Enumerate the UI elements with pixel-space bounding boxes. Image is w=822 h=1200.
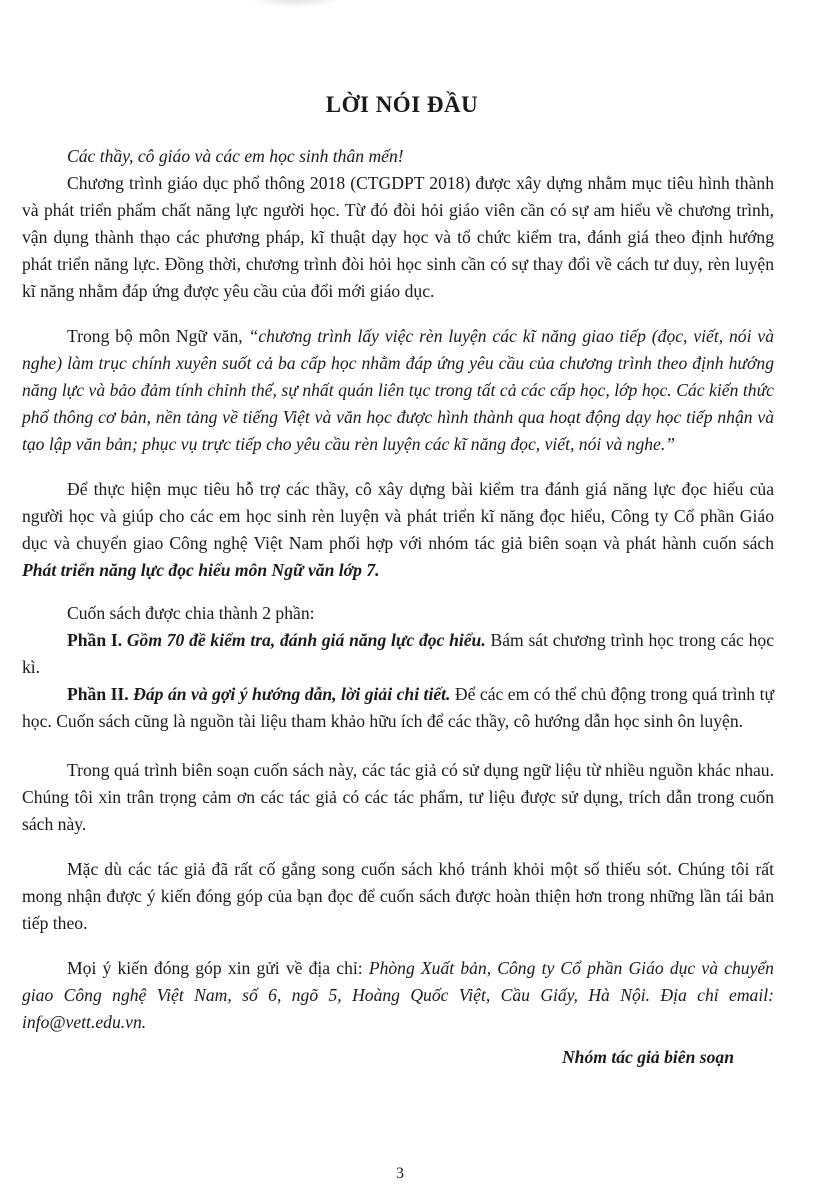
book-title: Phát triển năng lực đọc hiểu môn Ngữ văn lớp 7. [22,560,380,580]
part-2 [22,681,774,735]
scan-shadow [250,0,340,8]
paragraph-6: Mặc dù các tác giả đã rất cố gắng song cuốn sách khó tránh khỏi một số thiếu sót. Chúng tôi rất mong nhận được ý kiến đóng góp của bạn đọc để cuốn sách được hoàn thiện hơn trong những lần tái bản tiếp theo. [22,859,774,933]
part-1-label: Phần I. [67,630,127,650]
part-1-text: Bám sát chương trình học trong các học kì. [22,630,774,677]
paragraph-2 [22,323,774,458]
part-2-text: Để các em có thể chủ động trong quá trình tự học. Cuốn sách cũng là nguồn tài liệu tham khảo hữu ích để các thầy, cô hướng dẫn học sinh ôn luyện. [22,684,774,731]
paragraph-7-lead: Mọi ý kiến đóng góp xin gửi về địa chỉ: [67,958,369,978]
paragraph-1: Chương trình giáo dục phổ thông 2018 (CTGDPT 2018) được xây dựng nhằm mục tiêu hình thành và phát triển phẩm chất năng lực người học. Từ đó đòi hỏi giáo viên cần có sự am hiểu về chương trình, vận dụng thành thạo các phương pháp, kĩ thuật dạy học và tổ chức kiểm tra, đánh giá theo định hướng phát triển năng lực. Đồng thời, chương trình đòi hỏi học sinh cần có sự thay đổi về cách tư duy, rèn luyện kĩ năng nhằm đáp ứng được yêu cầu của đổi mới giáo dục. [22,173,774,301]
paragraph-4: Cuốn sách được chia thành 2 phần: [67,603,315,623]
curriculum-quote: “chương trình lấy việc rèn luyện các kĩ năng giao tiếp (đọc, viết, nói và nghe) làm trục chính xuyên suốt cả ba cấp học nhằm đáp ứng yêu cầu của chương trình theo định hướng năng lực và bảo đảm tính chỉnh thể, sự nhất quán liên tục trong tất cả các cấp học, lớp học. Các kiến thức phổ thông cơ bản, nền tảng về tiếng Việt và văn học được hình thành qua hoạt động dạy học tiếp nhận và tạo lập văn bản; phục vụ trực tiếp cho yêu cầu rèn luyện các kĩ năng đọc, viết, nói và nghe.” [22,326,774,454]
greeting: Các thầy, cô giáo và các em học sinh thân mến! [67,146,404,166]
part-2-heading: Đáp án và gợi ý hướng dẫn, lời giải chi tiết. [133,684,451,704]
paragraph-3 [22,476,774,584]
contact-address: Phòng Xuất bản, Công ty Cổ phần Giáo dục và chuyển giao Công nghệ Việt Nam, số 6, ngõ 5, Hoàng Quốc Việt, Cầu Giấy, Hà Nội. Địa chỉ email: info@vett.edu.vn. [22,958,774,1032]
paragraph-3-text: Để thực hiện mục tiêu hỗ trợ các thầy, cô xây dựng bài kiểm tra đánh giá năng lực đọc hiểu của người học và giúp cho các em học sinh rèn luyện và phát triển kĩ năng đọc hiểu, Công ty Cổ phần Giáo dục và chuyển giao Công nghệ Việt Nam phối hợp với nhóm tác giả biên soạn và phát hành cuốn sách [22,479,774,553]
paragraph-7 [22,955,774,1036]
signature: Nhóm tác giả biên soạn [561,1047,734,1067]
part-1-heading: Gồm 70 đề kiểm tra, đánh giá năng lực đọc hiểu. [126,630,486,650]
paragraph-5: Trong quá trình biên soạn cuốn sách này, các tác giả có sử dụng ngữ liệu từ nhiều nguồn khác nhau. Chúng tôi xin trân trọng cảm ơn các tác giả có các tác phẩm, tư liệu được sử dụng, trích dẫn trong cuốn sách này. [22,760,774,834]
paragraph-2-lead: Trong bộ môn Ngữ văn, [67,326,249,346]
part-2-label: Phần II. [67,684,134,704]
page-number: 3 [396,1165,404,1182]
part-1 [22,627,774,681]
preface-body [22,143,774,1036]
page-title: LỜI NÓI ĐẦU [325,92,479,117]
